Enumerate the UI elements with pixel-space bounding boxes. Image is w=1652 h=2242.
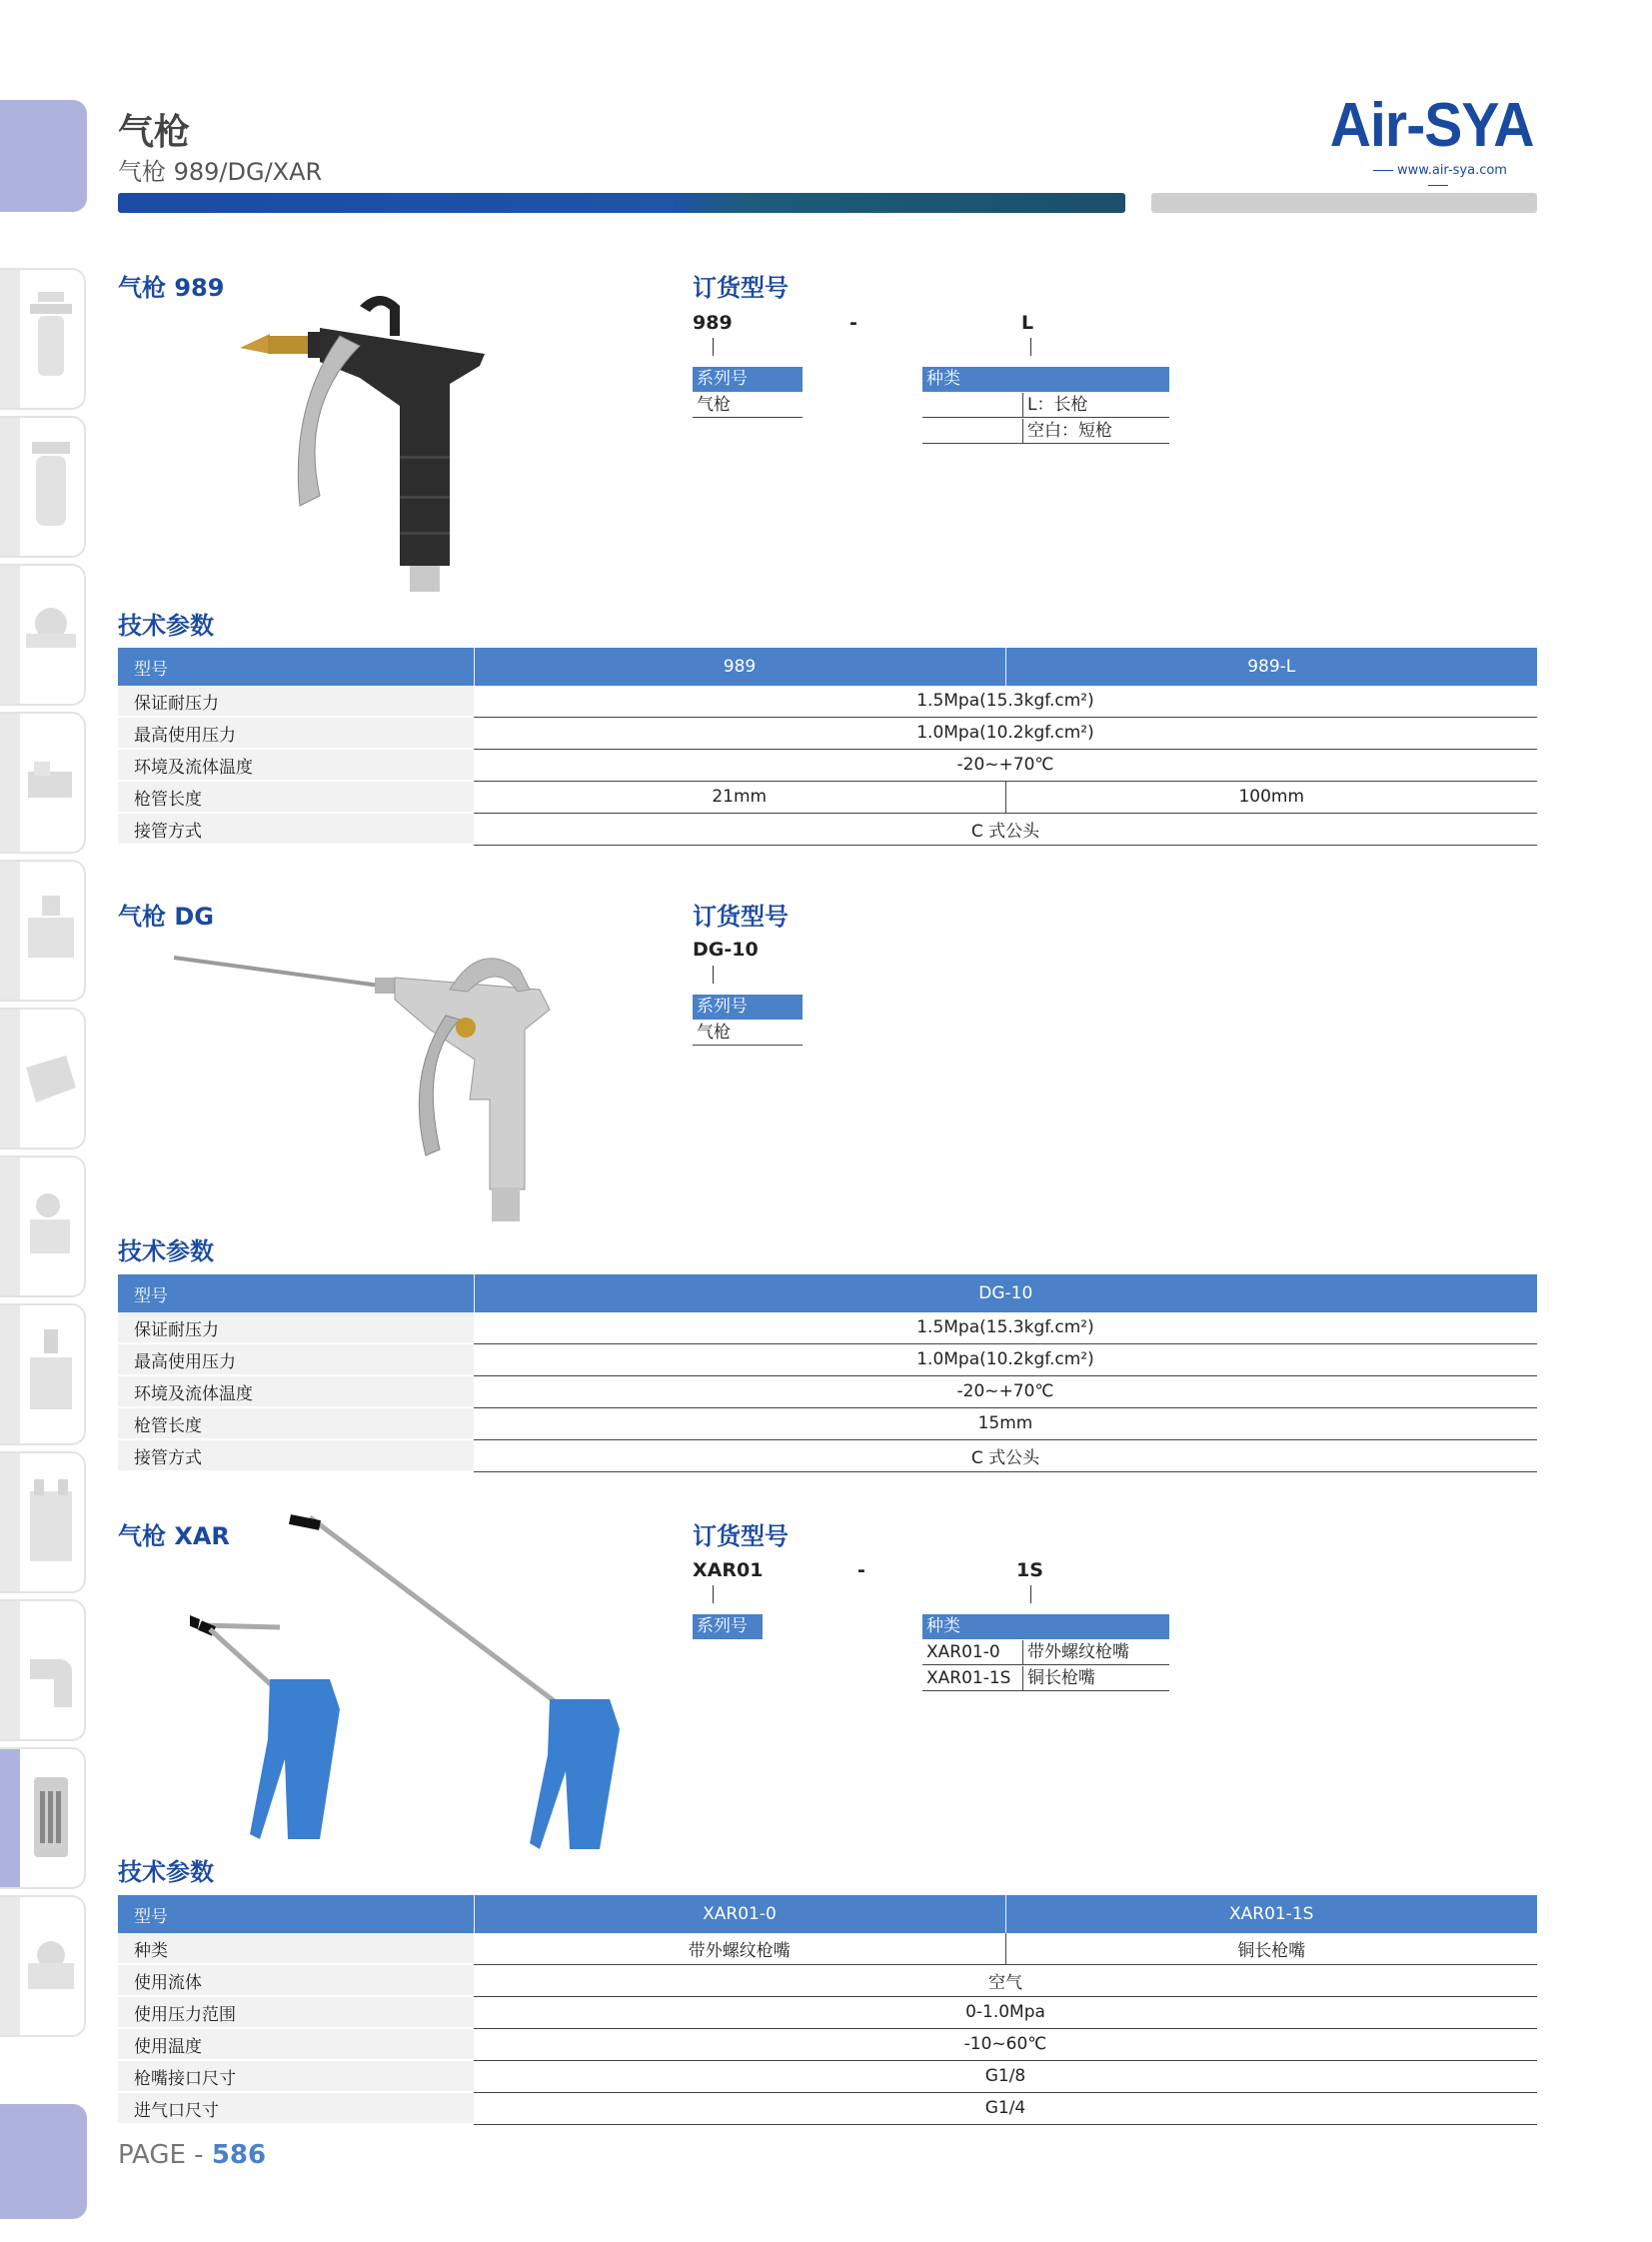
row-value: 21mm [474, 781, 1005, 813]
brand-logo: Air-SYA [1330, 91, 1534, 160]
lubricator-icon [26, 436, 76, 536]
fitting-icon [26, 1619, 76, 1719]
side-tab-top[interactable] [0, 100, 87, 212]
row-key: 使用压力范围 [118, 1996, 474, 2028]
side-tab-silencer[interactable] [0, 1747, 86, 1889]
table-row [118, 686, 1537, 717]
row-value: 1.5Mpa(15.3kgf.cm²) [474, 1312, 1537, 1343]
row-key: 保证耐压力 [118, 686, 474, 717]
row-value: -20~+70℃ [474, 1375, 1537, 1407]
table-header-row [118, 648, 1537, 686]
page-title: 气枪 [118, 112, 191, 153]
row-value: 15mm [474, 1407, 1537, 1439]
type-desc: L：长枪 [1022, 393, 1169, 418]
manifold-icon [26, 1028, 76, 1127]
row-value: 空气 [474, 1964, 1537, 1996]
type-desc: 带外螺纹枪嘴 [1022, 1640, 1169, 1665]
side-tab-accessory[interactable] [0, 1895, 86, 2037]
type-desc: 空白：短枪 [1022, 419, 1169, 444]
row-key: 枪管长度 [118, 1407, 474, 1439]
table-row [118, 1343, 1537, 1375]
page-number [118, 2140, 266, 2170]
type-desc: 铜长枪嘴 [1022, 1666, 1169, 1691]
row-value: -20~+70℃ [474, 749, 1537, 781]
type-code: XAR01-1S [922, 1666, 1022, 1691]
filter-icon [26, 288, 76, 388]
row-key: 最高使用压力 [118, 717, 474, 749]
type-label: 种类 [922, 1614, 1169, 1639]
page-subtitle: 气枪 989/DG/XAR [118, 158, 323, 186]
pump-icon [26, 1175, 76, 1275]
row-key: 接管方式 [118, 1439, 474, 1471]
table-row [118, 1933, 1537, 1964]
section-title-xar: 气枪 XAR [118, 1522, 230, 1550]
row-value: C 式公头 [474, 1439, 1537, 1471]
order-title-dg: 订货型号 [693, 903, 789, 931]
row-value: -10~60℃ [474, 2028, 1537, 2060]
row-value: G1/4 [474, 2092, 1537, 2124]
row-key: 环境及流体温度 [118, 749, 474, 781]
table-row [118, 2028, 1537, 2060]
row-value: 0-1.0Mpa [474, 1996, 1537, 2028]
type-label: 种类 [922, 367, 1169, 392]
table-row [118, 2092, 1537, 2124]
series-label: 系列号 [693, 367, 803, 392]
order-code-dash: - [857, 1559, 865, 1581]
side-tab-lubricator[interactable] [0, 416, 86, 558]
row-value: 1.5Mpa(15.3kgf.cm²) [474, 686, 1537, 717]
table-row [118, 1996, 1537, 2028]
column-header: 989-L [1005, 648, 1537, 686]
row-value: 铜长枪嘴 [1005, 1933, 1537, 1964]
spec-table-dg [118, 1274, 1537, 1472]
side-tab-gripper[interactable] [0, 1451, 86, 1593]
table-header-row [118, 1274, 1537, 1312]
table-row [118, 781, 1537, 813]
table-row [118, 2060, 1537, 2092]
order-connector [1030, 338, 1031, 356]
table-row [118, 813, 1537, 845]
row-key: 接管方式 [118, 813, 474, 845]
order-connector [713, 338, 714, 356]
order-code-part: L [1021, 312, 1034, 334]
side-tab-regulator[interactable] [0, 564, 86, 706]
air-gun-xar-image [190, 1509, 640, 1859]
page-label: PAGE - [118, 2140, 212, 2170]
side-tab-bottom[interactable] [0, 2104, 87, 2219]
order-title-xar: 订货型号 [693, 1522, 789, 1550]
side-tab-valve[interactable] [0, 712, 86, 854]
type-code: XAR01-0 [922, 1640, 1022, 1665]
order-code-dash: - [849, 312, 857, 334]
table-row [118, 1312, 1537, 1343]
section-title-dg: 气枪 DG [118, 903, 214, 931]
column-header: 型号 [118, 1895, 474, 1933]
column-header: 型号 [118, 648, 474, 686]
row-value: 带外螺纹枪嘴 [474, 1933, 1005, 1964]
order-code-part: XAR01 [693, 1559, 764, 1581]
row-value: 1.0Mpa(10.2kgf.cm²) [474, 717, 1537, 749]
series-label: 系列号 [693, 1614, 763, 1639]
side-tab-cylinder[interactable] [0, 1303, 86, 1445]
brand-url: www.air-sya.com [1363, 163, 1513, 193]
row-key: 使用流体 [118, 1964, 474, 1996]
spec-table-989 [118, 648, 1537, 846]
order-connector [1030, 1585, 1031, 1603]
spec-title-dg: 技术参数 [118, 1237, 214, 1265]
order-connector [713, 1585, 714, 1603]
series-value: 气枪 [693, 1021, 803, 1046]
side-tab-fitting[interactable] [0, 1599, 86, 1741]
silencer-icon [26, 1767, 76, 1867]
row-key: 使用温度 [118, 2028, 474, 2060]
row-key: 环境及流体温度 [118, 1375, 474, 1407]
cylinder-icon [26, 1323, 76, 1423]
table-header-row [118, 1895, 1537, 1933]
order-title-989: 订货型号 [693, 274, 789, 302]
table-row [118, 1407, 1537, 1439]
row-value: G1/8 [474, 2060, 1537, 2092]
table-row [118, 717, 1537, 749]
order-code-part: 1S [1016, 1559, 1043, 1581]
column-header: 989 [474, 648, 1005, 686]
order-code-part: 989 [693, 312, 733, 334]
header-bar-gray [1151, 193, 1537, 213]
type-code [922, 419, 1022, 444]
series-value: 气枪 [693, 393, 803, 418]
column-header: XAR01-0 [474, 1895, 1005, 1933]
column-header: XAR01-1S [1005, 1895, 1537, 1933]
row-value: 100mm [1005, 781, 1537, 813]
side-tab-filter[interactable] [0, 268, 86, 410]
gripper-icon [26, 1471, 76, 1571]
row-value: 1.0Mpa(10.2kgf.cm²) [474, 1343, 1537, 1375]
column-header: DG-10 [474, 1274, 1537, 1312]
type-code [922, 393, 1022, 418]
row-key: 枪嘴接口尺寸 [118, 2060, 474, 2092]
table-row [118, 1964, 1537, 1996]
row-key: 种类 [118, 1933, 474, 1964]
valve-icon [26, 732, 76, 832]
accessory-icon [26, 1915, 76, 2015]
row-key: 枪管长度 [118, 781, 474, 813]
row-key: 进气口尺寸 [118, 2092, 474, 2124]
table-row [118, 749, 1537, 781]
side-tab-pump[interactable] [0, 1155, 86, 1297]
side-tab-manifold[interactable] [0, 1008, 86, 1149]
air-gun-989-image [240, 296, 500, 596]
spec-title-xar: 技术参数 [118, 1858, 214, 1886]
table-row [118, 1439, 1537, 1471]
order-code-part: DG-10 [693, 939, 759, 961]
side-tab-solenoid[interactable] [0, 860, 86, 1002]
spec-table-xar [118, 1895, 1537, 2125]
section-title-989: 气枪 989 [118, 274, 225, 302]
air-gun-dg-image [170, 950, 570, 1229]
row-key: 保证耐压力 [118, 1312, 474, 1343]
column-header: 型号 [118, 1274, 474, 1312]
page-number-value: 586 [211, 2140, 267, 2170]
row-value: C 式公头 [474, 813, 1537, 845]
regulator-icon [26, 584, 76, 684]
series-label: 系列号 [693, 995, 803, 1020]
solenoid-icon [26, 880, 76, 980]
spec-title-989: 技术参数 [118, 612, 214, 640]
table-row [118, 1375, 1537, 1407]
header-bar [118, 193, 1125, 213]
row-key: 最高使用压力 [118, 1343, 474, 1375]
order-connector [713, 966, 714, 984]
